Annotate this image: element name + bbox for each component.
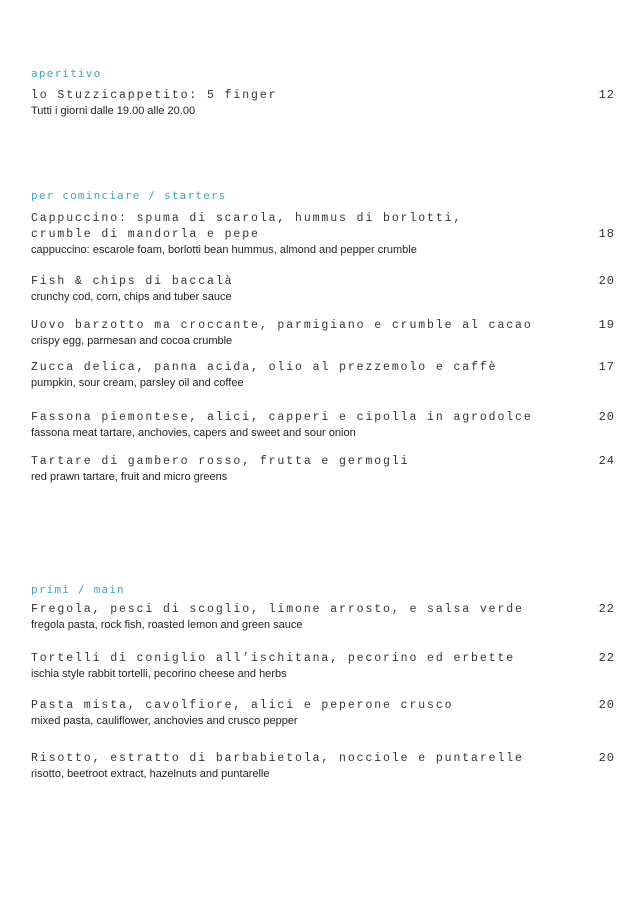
menu-item (31, 410, 621, 441)
dish-description: fregola pasta, rock fish, roasted lemon and green sauce (31, 619, 303, 631)
dish-price: 12 (598, 88, 615, 102)
dish-price: 19 (598, 318, 615, 332)
dish-name: Zucca delica, panna acida, olio al prezzemolo e caffè (31, 361, 498, 374)
dish-price: 18 (598, 227, 615, 241)
dish-description: red prawn tartare, fruit and micro greens (31, 471, 228, 483)
dish-name: Pasta mista, cavolfiore, alici e peperone crusco (31, 699, 454, 712)
dish-name: Tortelli di coniglio all’ischitana, pecorino ed erbette (31, 652, 516, 665)
dish-description: mixed pasta, cauliflower, anchovies and crusco pepper (31, 715, 298, 727)
menu-item (31, 651, 621, 682)
menu-item (31, 698, 621, 729)
dish-name: Fassona piemontese, alici, capperi e cipolla in agrodolce (31, 411, 533, 424)
dish-description: crunchy cod, corn, chips and tuber sauce (31, 291, 232, 303)
menu-item (31, 454, 621, 485)
dish-name: Risotto, estratto di barbabietola, nocciole e puntarelle (31, 752, 524, 765)
menu-item (31, 360, 621, 391)
dish-name: Fregola, pesci di scoglio, limone arrosto, e salsa verde (31, 603, 524, 616)
dish-description: Tutti i giorni dalle 19.00 alle 20.00 (31, 105, 196, 117)
dish-price: 24 (598, 454, 615, 468)
section-title-starters: per cominciare / starters (31, 189, 227, 202)
section-title-aperitivo: aperitivo (31, 67, 102, 80)
dish-description: ischia style rabbit tortelli, pecorino cheese and herbs (31, 668, 287, 680)
dish-name: Uovo barzotto ma croccante, parmigiano e crumble al cacao (31, 319, 533, 332)
dish-description: crispy egg, parmesan and cocoa crumble (31, 335, 233, 347)
dish-name: Tartare di gambero rosso, frutta e germogli (31, 455, 410, 468)
dish-name: Cappuccino: spuma di scarola, hummus di borlotti, crumble di mandorla e pepe (31, 212, 463, 241)
dish-price: 20 (598, 274, 615, 288)
dish-description: fassona meat tartare, anchovies, capers and sweet and sour onion (31, 427, 356, 439)
dish-name: Fish & chips di baccalà (31, 275, 234, 288)
menu-item (31, 318, 621, 349)
menu-item (31, 602, 621, 633)
menu-item (31, 88, 621, 119)
dish-price: 22 (598, 602, 615, 616)
menu-item (31, 751, 621, 782)
section-title-main: primi / main (31, 583, 125, 596)
menu-item (31, 274, 621, 305)
dish-price: 17 (598, 360, 615, 374)
dish-price: 20 (598, 751, 615, 765)
dish-price: 20 (598, 698, 615, 712)
dish-price: 22 (598, 651, 615, 665)
dish-description: cappuccino: escarole foam, borlotti bean hummus, almond and pepper crumble (31, 244, 417, 256)
dish-name: lo Stuzzicappetito: 5 finger (31, 89, 278, 102)
dish-price: 20 (598, 410, 615, 424)
menu-item (31, 211, 621, 258)
dish-description: risotto, beetroot extract, hazelnuts and puntarelle (31, 768, 270, 780)
dish-description: pumpkin, sour cream, parsley oil and coffee (31, 377, 244, 389)
